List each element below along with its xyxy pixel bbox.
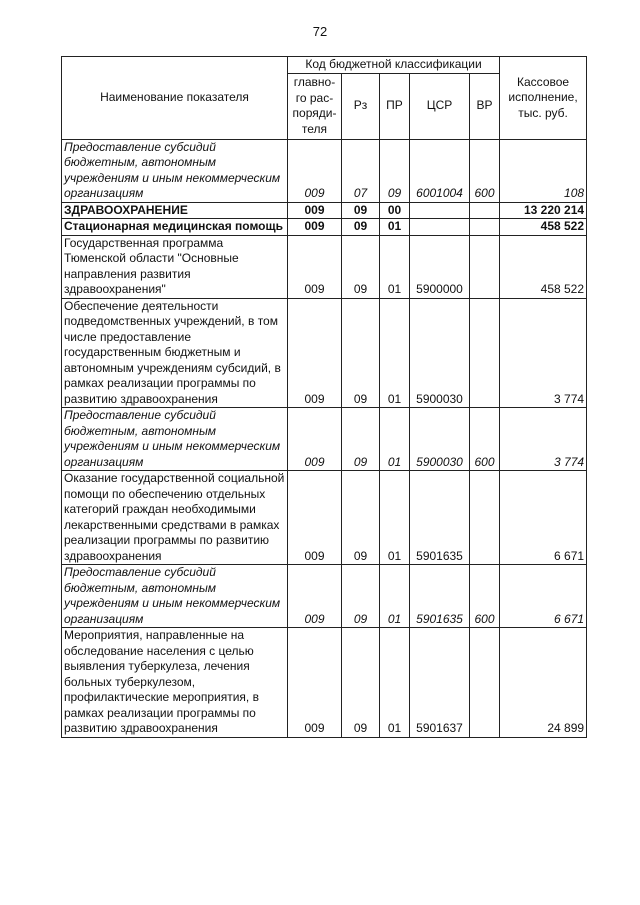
cell-csr: 5901637 [410,628,470,738]
table-body [62,139,587,737]
cell-rz: 09 [342,235,380,298]
cell-vr [470,235,500,298]
cell-rz: 09 [342,408,380,471]
cell-pr: 01 [380,298,410,408]
cell-vr [470,202,500,219]
cell-name: Предоставление субсидий бюджетным, автономным учреждениям и иным некоммерческим организациям [62,565,288,628]
header-code-group: Код бюджетной классификации [288,57,500,74]
cell-name: ЗДРАВООХРАНЕНИЕ [62,202,288,219]
cell-rz: 09 [342,628,380,738]
cell-amount: 6 671 [500,565,587,628]
table-row [62,408,587,471]
cell-name: Оказание государственной социальной помощи по обеспечению отдельных категорий граждан необходимыми лекарственными средствами в рамках реализации программы по развитию здравоохранения [62,471,288,565]
cell-rz: 09 [342,219,380,236]
cell-pr: 01 [380,471,410,565]
cell-vr: 600 [470,565,500,628]
cell-glav: 009 [288,471,342,565]
cell-csr: 6001004 [410,139,470,202]
cell-csr: 5901635 [410,471,470,565]
table-row [62,628,587,738]
cell-pr: 01 [380,565,410,628]
cell-rz: 07 [342,139,380,202]
cell-vr: 600 [470,408,500,471]
cell-vr [470,298,500,408]
cell-rz: 09 [342,202,380,219]
cell-amount: 24 899 [500,628,587,738]
cell-vr [470,471,500,565]
cell-name: Государственная программа Тюменской области "Основные направления развития здравоохранения" [62,235,288,298]
table-row [62,219,587,236]
cell-csr: 5900030 [410,298,470,408]
cell-name: Мероприятия, направленные на обследование населения с целью выявления туберкулеза, лечения больных туберкулезом, профилактические мероприятия, в рамках реализации программы по развитию здравоохранения [62,628,288,738]
header-vr: ВР [470,73,500,139]
cell-glav: 009 [288,139,342,202]
cell-amount: 458 522 [500,235,587,298]
budget-table [61,56,587,738]
table-row [62,471,587,565]
cell-amount: 13 220 214 [500,202,587,219]
cell-amount: 108 [500,139,587,202]
cell-csr: 5900030 [410,408,470,471]
header-amount: Кассовое исполнение, тыс. руб. [500,57,587,140]
table-row [62,202,587,219]
cell-name: Предоставление субсидий бюджетным, автономным учреждениям и иным некоммерческим организациям [62,408,288,471]
cell-pr: 01 [380,235,410,298]
cell-vr [470,219,500,236]
cell-csr [410,202,470,219]
cell-pr: 01 [380,408,410,471]
table-row [62,565,587,628]
header-glav: главно-го рас-поряди-теля [288,73,342,139]
cell-glav: 009 [288,628,342,738]
cell-vr [470,628,500,738]
header-csr: ЦСР [410,73,470,139]
cell-vr: 600 [470,139,500,202]
cell-pr: 01 [380,628,410,738]
cell-rz: 09 [342,565,380,628]
cell-glav: 009 [288,298,342,408]
cell-rz: 09 [342,471,380,565]
cell-name: Предоставление субсидий бюджетным, автономным учреждениям и иным некоммерческим организациям [62,139,288,202]
cell-amount: 3 774 [500,408,587,471]
page-number: 72 [312,24,328,39]
cell-amount: 3 774 [500,298,587,408]
cell-csr: 5900000 [410,235,470,298]
cell-glav: 009 [288,202,342,219]
cell-amount: 458 522 [500,219,587,236]
table-row [62,298,587,408]
cell-rz: 09 [342,298,380,408]
header-pr: ПР [380,73,410,139]
cell-pr: 09 [380,139,410,202]
cell-csr [410,219,470,236]
cell-glav: 009 [288,219,342,236]
cell-glav: 009 [288,235,342,298]
header-rz: Рз [342,73,380,139]
table-row [62,235,587,298]
cell-amount: 6 671 [500,471,587,565]
cell-glav: 009 [288,408,342,471]
cell-pr: 00 [380,202,410,219]
cell-csr: 5901635 [410,565,470,628]
cell-name: Стационарная медицинская помощь [62,219,288,236]
cell-name: Обеспечение деятельности подведомственных учреждений, в том числе предоставление государственным бюджетным и автономным учреждениям субсидий, в рамках реализации программы по развитию здравоохранения [62,298,288,408]
table-row [62,139,587,202]
header-name: Наименование показателя [62,57,288,140]
cell-glav: 009 [288,565,342,628]
cell-pr: 01 [380,219,410,236]
